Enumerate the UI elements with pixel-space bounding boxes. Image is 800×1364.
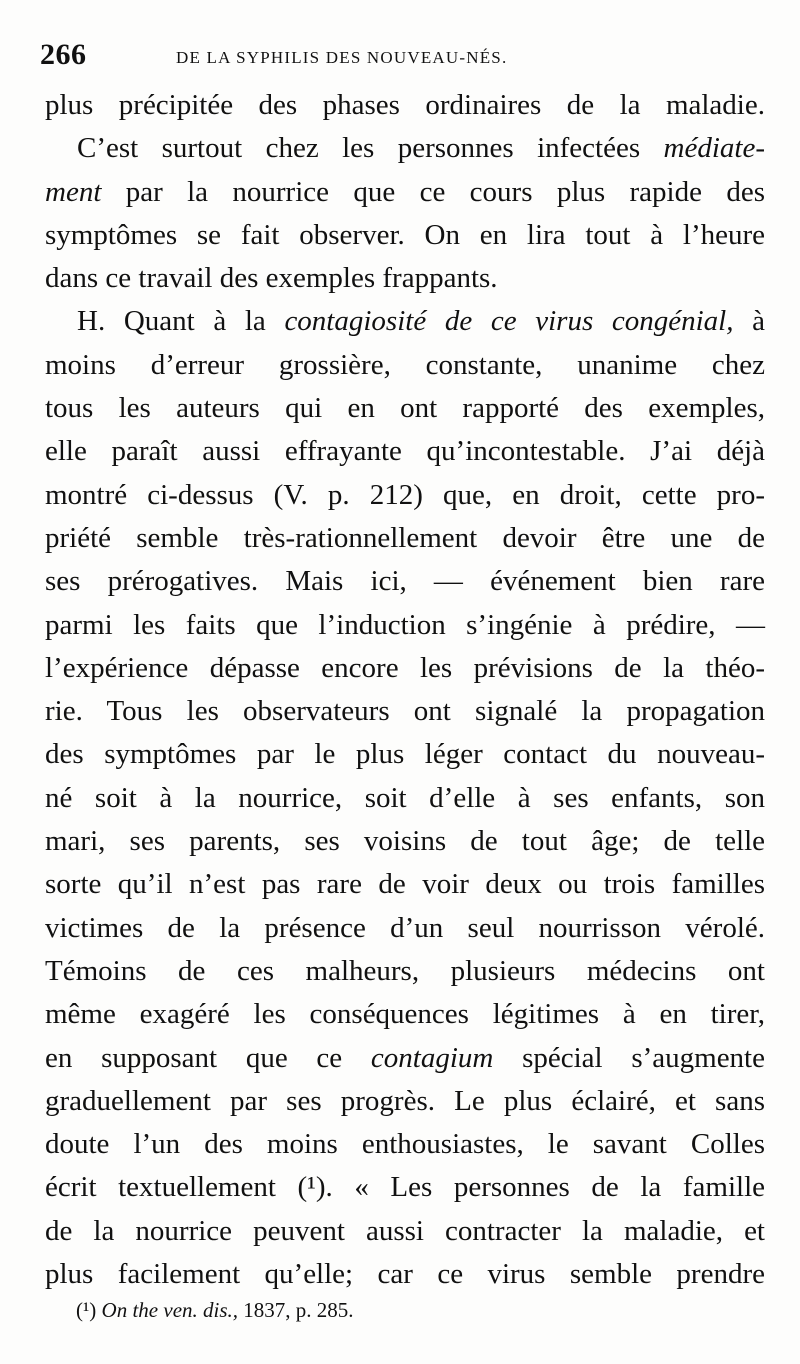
running-title: DE LA SYPHILIS DES NOUVEAU-NÉS. <box>176 48 508 67</box>
text-line-roman: dans ce travail des exemples frappants. <box>45 262 498 295</box>
text-line-italic: médiate- <box>663 132 765 165</box>
text-line-roman: parmi les faits que l’induction s’ingénie à prédire, — <box>45 608 765 641</box>
text-line-roman: en supposant que ce <box>45 1041 371 1074</box>
body-text <box>45 84 765 1296</box>
text-line <box>45 517 765 560</box>
text-line-roman: graduellement par ses progrès. Le plus éclairé, et sans <box>45 1084 765 1117</box>
text-line <box>45 84 765 127</box>
text-line-roman: victimes de la présence d’un seul nourrisson vérolé. <box>45 911 765 944</box>
text-line-roman: même exagéré les conséquences légitimes à en tirer, <box>45 998 765 1031</box>
text-line-roman: C’est surtout chez les personnes infectées <box>77 132 664 165</box>
text-line-roman: doute l’un des moins enthousiastes, le savant Colles <box>45 1128 765 1161</box>
text-line <box>45 993 765 1036</box>
text-line-italic: ment <box>45 175 102 208</box>
text-line-roman: montré ci-dessus (V. p. 212) que, en droit, cette pro- <box>45 478 765 511</box>
text-line-roman: ses prérogatives. Mais ici, — événement bien rare <box>45 565 765 598</box>
text-line-roman: rie. Tous les observateurs ont signalé la propagation <box>45 695 765 728</box>
text-line <box>45 1080 765 1123</box>
text-line <box>45 171 765 214</box>
text-line-roman-tail: par la nourrice que ce cours plus rapide des <box>101 175 765 208</box>
text-line <box>45 300 765 343</box>
text-line-roman: Témoins de ces malheurs, plusieurs médecins ont <box>45 954 765 987</box>
text-line-roman: symptômes se fait observer. On en lira tout à l’heure <box>45 218 765 251</box>
text-line-roman: tous les auteurs qui en ont rapporté des exemples, <box>45 392 765 425</box>
text-line <box>45 1166 765 1209</box>
text-line <box>45 733 765 776</box>
text-line <box>45 257 765 300</box>
text-line-roman: des symptômes par le plus léger contact du nouveau- <box>45 738 765 771</box>
text-line-roman: elle paraît aussi effrayante qu’incontestable. J’ai déjà <box>45 435 765 468</box>
text-line-italic: contagiosité de ce virus congénial, <box>284 305 734 338</box>
text-line <box>45 863 765 906</box>
page-header <box>40 38 760 78</box>
text-line <box>45 950 765 993</box>
footnote-citation: 1837, p. 285. <box>238 1298 354 1322</box>
text-line-roman: l’expérience dépasse encore les prévisions de la théo- <box>45 651 765 684</box>
text-line <box>45 604 765 647</box>
text-line <box>45 777 765 820</box>
text-line <box>45 1123 765 1166</box>
text-line-roman: plus facilement qu’elle; car ce virus semble prendre <box>45 1258 765 1291</box>
text-line-roman: écrit textuellement (¹). « Les personnes de la famille <box>45 1171 765 1204</box>
text-line <box>45 907 765 950</box>
text-line <box>45 560 765 603</box>
text-line <box>45 387 765 430</box>
text-line-roman: né soit à la nourrice, soit d’elle à ses enfants, son <box>45 781 765 814</box>
text-line-roman: priété semble très-rationnellement devoir être une de <box>45 521 765 554</box>
text-line <box>45 127 765 170</box>
text-line-roman: plus précipitée des phases ordinaires de la maladie. <box>45 89 765 121</box>
text-line-roman: H. Quant à la <box>77 305 285 338</box>
text-line <box>45 1210 765 1253</box>
footnote-title: On the ven. dis., <box>101 1298 239 1322</box>
page-number: 266 <box>40 38 87 71</box>
text-line-italic: contagium <box>370 1041 494 1074</box>
text-line-roman: moins d’erreur grossière, constante, unanime chez <box>45 348 765 381</box>
footnote-marker: (¹) <box>76 1298 97 1322</box>
text-line <box>45 1037 765 1080</box>
text-line <box>45 430 765 473</box>
footnote <box>76 1298 354 1323</box>
text-line <box>45 820 765 863</box>
text-line <box>45 474 765 517</box>
text-line-roman: de la nourrice peuvent aussi contracter la maladie, et <box>45 1214 765 1247</box>
text-line <box>45 1253 765 1296</box>
text-line <box>45 214 765 257</box>
text-line <box>45 647 765 690</box>
text-line <box>45 690 765 733</box>
text-line-roman: mari, ses parents, ses voisins de tout âge; de telle <box>45 825 765 858</box>
text-line-roman-tail: spécial s’augmente <box>493 1041 765 1074</box>
text-line <box>45 344 765 387</box>
text-line-roman-tail: à <box>733 305 765 338</box>
text-line-roman: sorte qu’il n’est pas rare de voir deux ou trois familles <box>45 868 765 901</box>
